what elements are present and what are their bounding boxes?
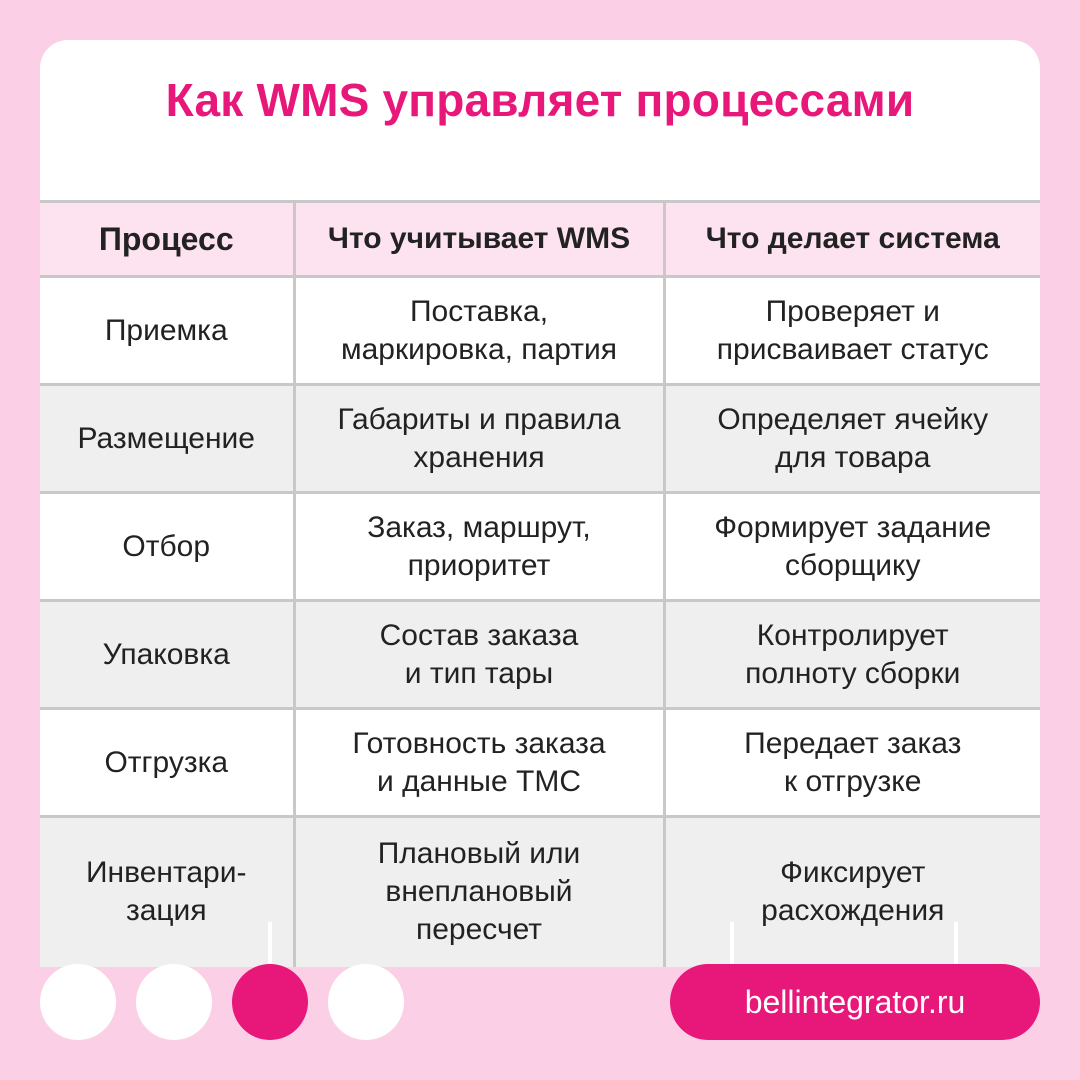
cell-does: Формирует задание сборщику [664,493,1040,601]
cell-considers: Поставка, маркировка, партия [294,277,664,385]
cell-considers: Готовность заказа и данные ТМС [294,709,664,817]
pagination-dot[interactable] [232,964,308,1040]
connector-stem [954,922,958,966]
cell-process: Отбор [40,493,294,601]
page-title: Как WMS управляет процессами [165,74,915,126]
cell-does: Контролирует полноту сборки [664,601,1040,709]
pagination-dot[interactable] [328,964,404,1040]
connector-stem [268,922,272,966]
table-row [40,493,1040,601]
pagination-dot[interactable] [40,964,116,1040]
process-table [40,200,1040,967]
cell-considers: Заказ, маршрут, приоритет [294,493,664,601]
table-row [40,277,1040,385]
cell-considers: Габариты и правила хранения [294,385,664,493]
header-system-does: Что делает система [664,202,1040,277]
pagination-dot[interactable] [136,964,212,1040]
cell-process: Размещение [40,385,294,493]
cell-process: Упаковка [40,601,294,709]
header-process: Процесс [40,202,294,277]
cell-does: Определяет ячейку для товара [664,385,1040,493]
table-header-row [40,202,1040,277]
cell-process: Приемка [40,277,294,385]
table-row [40,601,1040,709]
cell-process: Отгрузка [40,709,294,817]
info-card [40,40,1040,947]
cell-process: Инвентари- зация [40,817,294,967]
table-row [40,817,1040,967]
cell-does: Передает заказ к отгрузке [664,709,1040,817]
connector-stem [730,922,734,966]
header-wms-considers: Что учитывает WMS [294,202,664,277]
website-link[interactable]: bellintegrator.ru [670,964,1040,1040]
table-row [40,385,1040,493]
cell-does: Фиксирует расхождения [664,817,1040,967]
cell-does: Проверяет и присваивает статус [664,277,1040,385]
table-row [40,709,1040,817]
cell-considers: Плановый или внеплановый пересчет [294,817,664,967]
cell-considers: Состав заказа и тип тары [294,601,664,709]
